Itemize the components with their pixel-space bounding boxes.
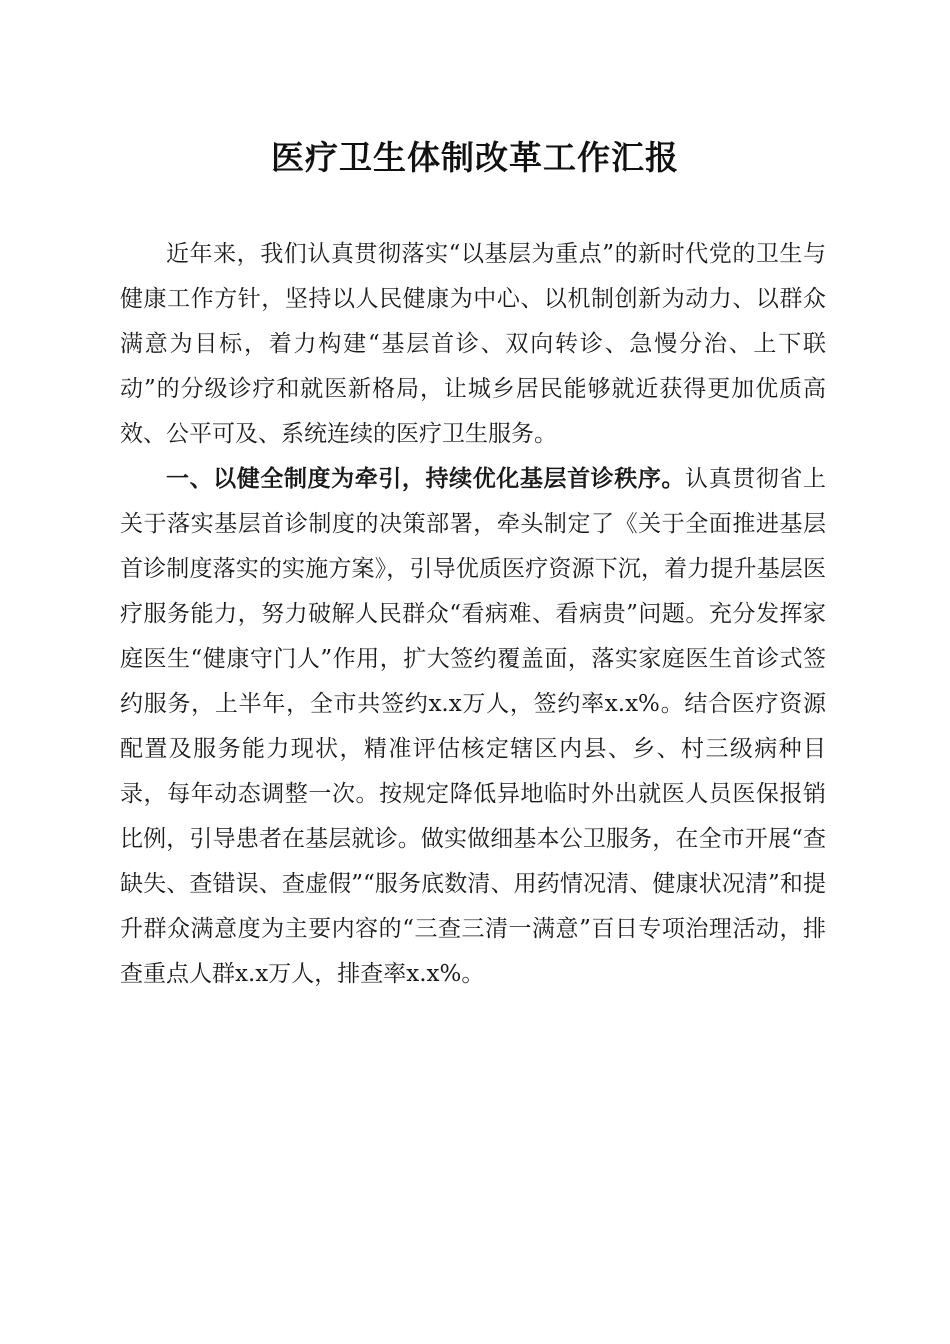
intro-paragraph	[120, 232, 826, 457]
document-title: 医疗卫生体制改革工作汇报	[271, 138, 679, 177]
section-one-heading: 一、以健全制度为牵引，持续优化基层首诊秩序。	[166, 466, 686, 492]
section-one-paragraph	[120, 457, 826, 997]
intro-paragraph-text: 近年来，我们认真贯彻落实“以基层为重点”的新时代党的卫生与健康工作方针，坚持以人民健康为中心、以机制创新为动力、以群众满意为目标，着力构建“基层首诊、双向转诊、急慢分治、上下联动”的分级诊疗和就医新格局，让城乡居民能够就近获得更加优质高效、公平可及、系统连续的医疗卫生服务。	[120, 241, 826, 447]
document-body	[120, 232, 826, 997]
section-one-text: 认真贯彻省上关于落实基层首诊制度的决策部署，牵头制定了《关于全面推进基层首诊制度落实的实施方案》，引导优质医疗资源下沉，着力提升基层医疗服务能力，努力破解人民群众“看病难、看病贵”问题。充分发挥家庭医生“健康守门人”作用，扩大签约覆盖面，落实家庭医生首诊式签约服务，上半年，全市共签约x.x万人，签约率x.x%。结合医疗资源配置及服务能力现状，精准评估核定辖区内县、乡、村三级病种目录，每年动态调整一次。按规定降低异地临时外出就医人员医保报销比例，引导患者在基层就诊。做实做细基本公卫服务，在全市开展“查缺失、查错误、查虚假”“服务底数清、用药情况清、健康状况清”和提升群众满意度为主要内容的“三查三清一满意”百日专项治理活动，排查重点人群x.x万人，排查率x.x%。	[120, 466, 827, 987]
